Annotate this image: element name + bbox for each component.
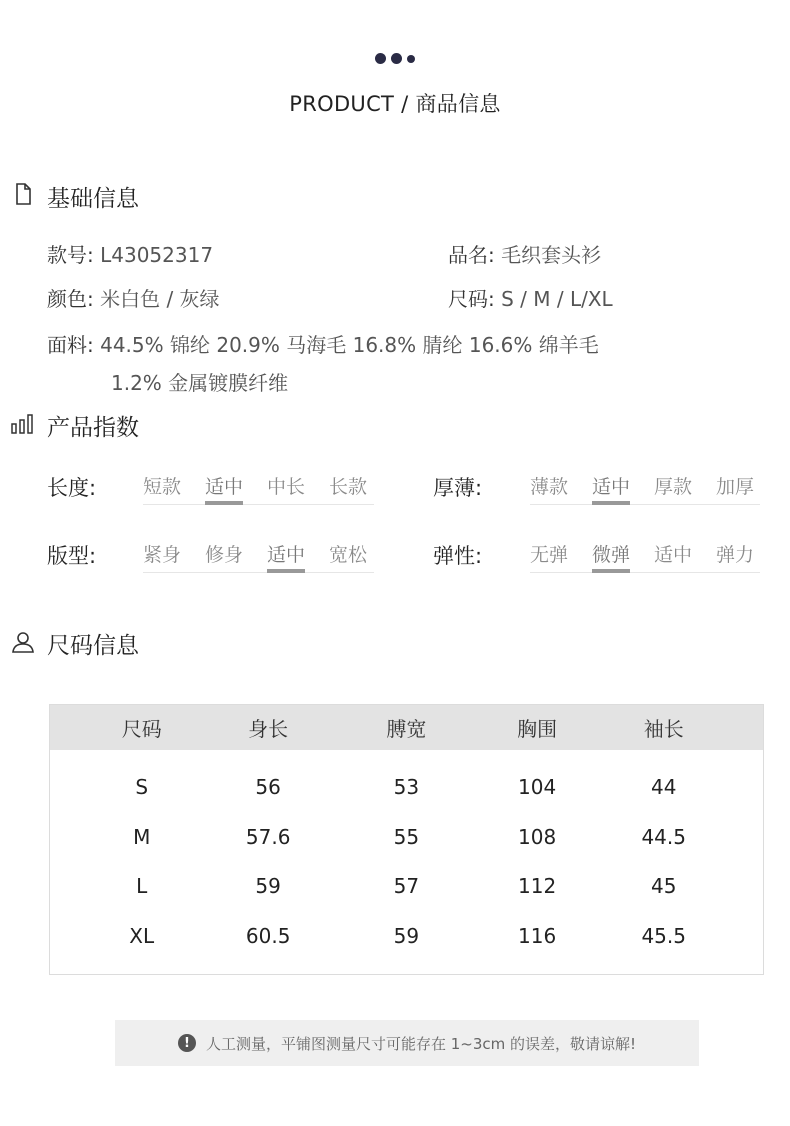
length-options bbox=[143, 472, 374, 505]
style-no-label: 款号: bbox=[47, 243, 94, 267]
person-icon bbox=[10, 629, 36, 655]
table-row bbox=[50, 812, 764, 862]
table-cell: 104 bbox=[518, 775, 557, 800]
table-header-row bbox=[50, 705, 764, 750]
table-cell: 56 bbox=[255, 775, 281, 800]
table-cell: M bbox=[133, 824, 151, 849]
size-row bbox=[448, 283, 613, 312]
product-name-label: 品名: bbox=[448, 243, 495, 267]
table-header-cell: 胸围 bbox=[517, 716, 558, 741]
dot-icon bbox=[375, 53, 386, 64]
table-header-cell: 尺码 bbox=[121, 716, 162, 741]
size-table bbox=[49, 704, 764, 975]
color-value: 米白色 / 灰绿 bbox=[100, 287, 220, 311]
length-option: 短款 bbox=[143, 476, 182, 498]
fit-option: 紧身 bbox=[143, 544, 182, 566]
fabric-row bbox=[47, 329, 599, 358]
fabric-value-line1: 44.5% 锦纶 20.9% 马海毛 16.8% 腈纶 16.6% 绵羊毛 bbox=[100, 333, 599, 357]
note-text: 人工测量，平铺图测量尺寸可能存在 1~3cm 的误差，敬请谅解! bbox=[205, 1034, 637, 1053]
table-cell: 57 bbox=[393, 874, 420, 899]
table-cell: 44.5 bbox=[641, 824, 686, 849]
table-row bbox=[50, 750, 764, 813]
page-title: PRODUCT / 商品信息 bbox=[289, 92, 501, 116]
dot-icon bbox=[391, 53, 402, 64]
product-name-row bbox=[448, 239, 601, 268]
table-row bbox=[50, 911, 764, 974]
thickness-option: 厚款 bbox=[654, 476, 693, 498]
size-info-title: 尺码信息 bbox=[47, 633, 139, 659]
thickness-option: 薄款 bbox=[530, 476, 569, 498]
color-label: 颜色: bbox=[47, 287, 94, 311]
table-cell: 116 bbox=[518, 924, 557, 949]
fit-options bbox=[143, 540, 374, 573]
table-cell: 59 bbox=[255, 874, 281, 899]
length-option: 中长 bbox=[267, 476, 306, 498]
elasticity-option: 适中 bbox=[654, 544, 693, 566]
table-cell: 45.5 bbox=[641, 924, 686, 949]
fabric-value-line2: 1.2% 金属镀膜纤维 bbox=[111, 371, 289, 395]
table-cell: 112 bbox=[518, 874, 557, 899]
table-cell: 44 bbox=[650, 775, 677, 800]
color-row bbox=[47, 283, 220, 312]
table-cell: 57.6 bbox=[245, 824, 291, 849]
elasticity-option-selected: 微弹 bbox=[592, 540, 654, 572]
fit-option-selected: 适中 bbox=[267, 540, 329, 572]
measurement-note bbox=[115, 1020, 699, 1066]
document-icon bbox=[10, 181, 36, 207]
size-label: 尺码: bbox=[448, 287, 495, 311]
thickness-option-selected: 适中 bbox=[592, 472, 654, 504]
elasticity-label: 弹性: bbox=[433, 544, 483, 568]
length-option-selected: 适中 bbox=[205, 472, 267, 504]
table-cell: 60.5 bbox=[245, 924, 291, 949]
elasticity-option: 弹力 bbox=[716, 544, 755, 566]
bar-chart-icon bbox=[10, 411, 36, 437]
fabric-row-2 bbox=[111, 367, 288, 396]
table-header-cell: 膊宽 bbox=[386, 716, 427, 741]
table-cell: S bbox=[135, 775, 149, 800]
thickness-options bbox=[530, 472, 760, 505]
table-header-cell: 袖长 bbox=[643, 716, 684, 741]
fit-option: 修身 bbox=[205, 544, 244, 566]
style-no-row bbox=[47, 239, 213, 268]
size-value: S / M / L/XL bbox=[501, 287, 613, 311]
table-cell: L bbox=[136, 874, 148, 899]
table-cell: 108 bbox=[518, 824, 557, 849]
table-cell: 59 bbox=[393, 924, 420, 949]
fit-label: 版型: bbox=[47, 544, 97, 568]
table-header-cell: 身长 bbox=[248, 716, 289, 741]
dot-icon bbox=[407, 55, 415, 63]
elasticity-options bbox=[530, 540, 760, 573]
fabric-label: 面料: bbox=[47, 333, 94, 357]
basic-info-title: 基础信息 bbox=[47, 186, 139, 212]
table-row bbox=[50, 862, 764, 912]
thickness-option: 加厚 bbox=[716, 476, 755, 498]
fit-option: 宽松 bbox=[329, 544, 368, 566]
elasticity-option: 无弹 bbox=[530, 544, 569, 566]
table-cell: 55 bbox=[393, 824, 420, 849]
table-cell: 53 bbox=[393, 775, 420, 800]
length-option: 长款 bbox=[329, 476, 368, 498]
table-cell: 45 bbox=[650, 874, 677, 899]
product-index-title: 产品指数 bbox=[47, 415, 139, 441]
length-label: 长度: bbox=[47, 476, 97, 500]
style-no-value: L43052317 bbox=[100, 243, 214, 267]
thickness-label: 厚薄: bbox=[433, 476, 483, 500]
table-cell: XL bbox=[129, 924, 155, 949]
exclamation-icon: ! bbox=[178, 1034, 196, 1052]
product-name-value: 毛织套头衫 bbox=[501, 243, 602, 267]
header-dots bbox=[0, 53, 790, 64]
